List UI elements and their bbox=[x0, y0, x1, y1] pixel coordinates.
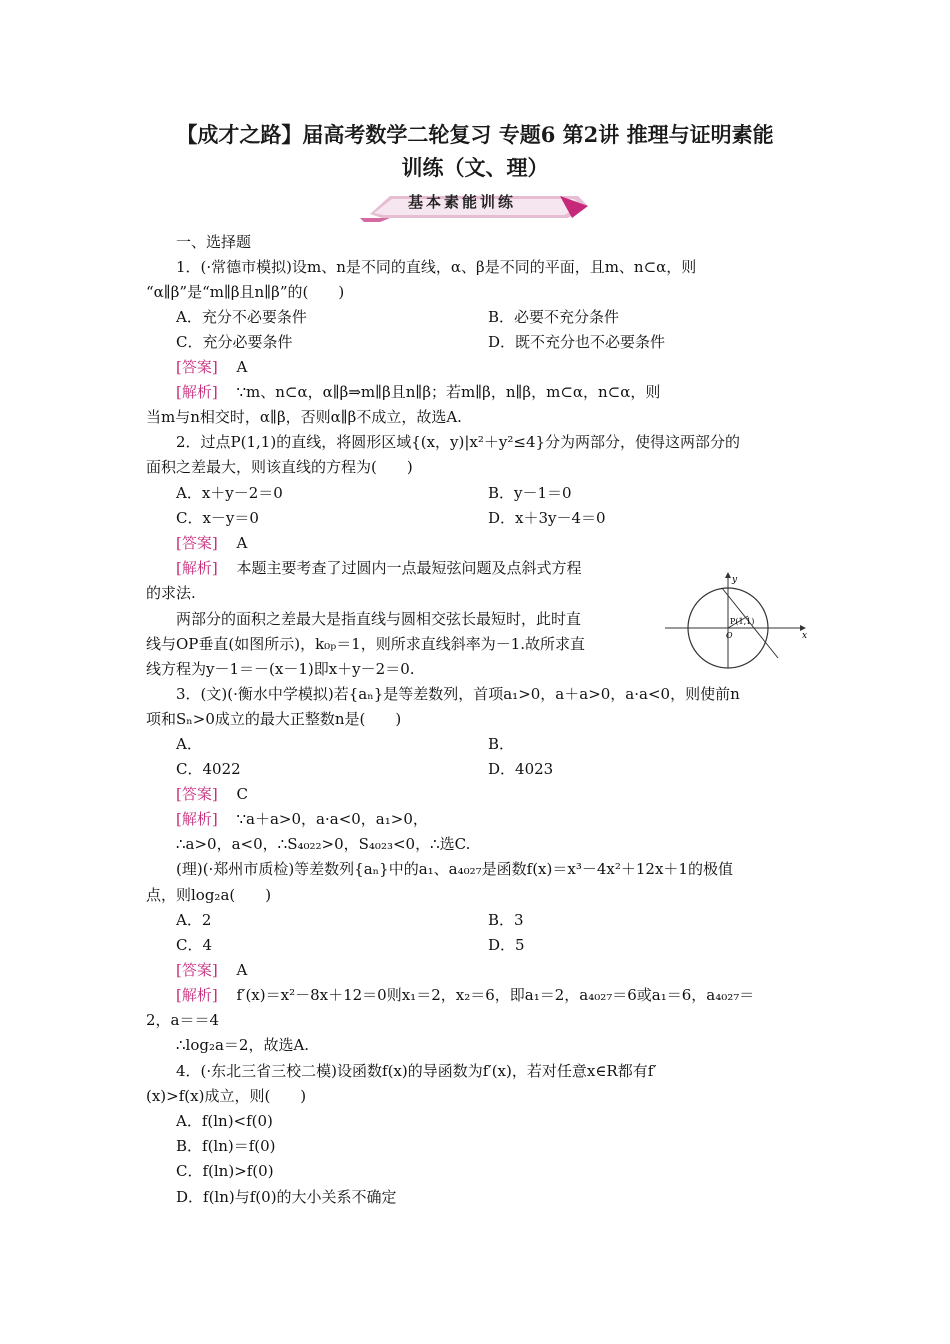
q4-option-a: A．f(ln)<f(0) bbox=[176, 1112, 273, 1130]
document-title bbox=[120, 118, 830, 184]
analysis-text: f′(x)＝x²－8x＋12＝0则x₁＝2，x₂＝6，即a₁＝2，a₄₀₂₇＝6或a₁＝6，a₄₀₂₇＝ bbox=[236, 986, 755, 1004]
answer-value: A bbox=[236, 961, 248, 979]
q2-analysis-line4: 线与OP垂直(如图所示)，k₀ₚ＝1，则所求直线斜率为－1.故所求直 bbox=[146, 635, 586, 653]
q3-li-stem-line2: 点，则log₂a( ) bbox=[146, 886, 272, 904]
q2-option-d: D．x＋3y－4＝0 bbox=[488, 509, 606, 527]
q3-option-b: B． bbox=[488, 735, 515, 753]
q2-analysis-line2: 的求法. bbox=[146, 584, 196, 602]
q1-analysis-line2: 当m与n相交时，α∥β，否则α∥β不成立，故选A. bbox=[146, 408, 462, 426]
analysis-text: 本题主要考查了过圆内一点最短弦问题及点斜式方程 bbox=[236, 559, 582, 577]
title-line-1: 【成才之路】届高考数学二轮复习 专题6 第2讲 推理与证明素能 bbox=[176, 122, 774, 147]
origin-label: O bbox=[726, 631, 733, 640]
q2-stem-line1: 2．过点P(1,1)的直线，将圆形区域{(x，y)|x²＋y²≤4}分为两部分，使得这两部分的 bbox=[176, 433, 741, 451]
q3-li-analysis-line2: 2，a＝＝4 bbox=[146, 1011, 220, 1029]
answer-value: A bbox=[236, 358, 248, 376]
q3-analysis-line2: ∴a>0，a<0，∴S₄₀₂₂>0，S₄₀₂₃<0，∴选C. bbox=[176, 835, 471, 853]
q3-option-c: C．4022 bbox=[176, 760, 241, 778]
q4-stem-line2: (x)>f(x)成立，则( ) bbox=[146, 1087, 307, 1105]
analysis-tag: [解析] bbox=[176, 559, 218, 577]
point-p-label: P(1,1) bbox=[730, 617, 755, 626]
q3-option-a: A． bbox=[176, 735, 202, 753]
q2-option-b: B．y－1＝0 bbox=[488, 484, 572, 502]
q1-option-b: B．必要不充分条件 bbox=[488, 308, 620, 326]
q1-option-a: A．充分不必要条件 bbox=[176, 308, 307, 326]
q2-option-a: A．x＋y－2＝0 bbox=[176, 484, 283, 502]
q4-option-b: B．f(ln)＝f(0) bbox=[176, 1137, 276, 1155]
circle-diagram bbox=[660, 570, 810, 670]
q1-option-c: C．充分必要条件 bbox=[176, 333, 293, 351]
q1-answer bbox=[176, 357, 247, 377]
q3-option-d: D．4023 bbox=[488, 760, 554, 778]
banner-label: 基本素能训练 bbox=[407, 193, 516, 211]
q3-li-stem-line1: (理)(·郑州市质检)等差数列{aₙ}中的a₁、a₄₀₂₇是函数f(x)＝x³－4x²＋12x＋1的极值 bbox=[176, 860, 733, 878]
analysis-text: ∵a＋a>0，a·a<0，a₁>0， bbox=[236, 810, 428, 828]
answer-tag: [答案] bbox=[176, 961, 218, 979]
q3-li-analysis-line1 bbox=[176, 985, 754, 1005]
q1-analysis-line1 bbox=[176, 382, 660, 402]
q4-option-d: D．f(ln)与f(0)的大小关系不确定 bbox=[176, 1188, 397, 1206]
answer-tag: [答案] bbox=[176, 785, 218, 803]
q3-li-option-b: B．3 bbox=[488, 911, 524, 929]
q3-stem-line2: 项和Sₙ>0成立的最大正整数n是( ) bbox=[146, 710, 402, 728]
section-heading: 一、选择题 bbox=[176, 233, 252, 251]
analysis-tag: [解析] bbox=[176, 986, 218, 1004]
x-axis-label: x bbox=[802, 631, 808, 641]
q3-li-option-d: D．5 bbox=[488, 936, 525, 954]
analysis-text: ∵m、n⊂α，α∥β⇒m∥β且n∥β；若m∥β，n∥β，m⊂α，n⊂α，则 bbox=[236, 383, 661, 401]
y-axis-label: y bbox=[732, 575, 738, 585]
q3-analysis-line1 bbox=[176, 809, 428, 829]
y-axis-arrow bbox=[725, 572, 731, 578]
q4-option-c: C．f(ln)>f(0) bbox=[176, 1162, 274, 1180]
q1-option-d: D．既不充分也不必要条件 bbox=[488, 333, 666, 351]
analysis-tag: [解析] bbox=[176, 383, 218, 401]
q2-stem-line2: 面积之差最大，则该直线的方程为( ) bbox=[146, 458, 413, 476]
q3-li-answer bbox=[176, 960, 247, 980]
q1-stem-line1: 1．(·常德市模拟)设m、n是不同的直线，α、β是不同的平面，且m、n⊂α，则 bbox=[176, 258, 697, 276]
q3-li-analysis-line3: ∴log₂a＝2，故选A. bbox=[176, 1036, 310, 1054]
answer-value: C bbox=[236, 785, 248, 803]
title-line-2: 训练（文、理） bbox=[401, 155, 549, 180]
q1-stem-line2: “α∥β”是“m∥β且n∥β”的( ) bbox=[146, 283, 345, 301]
q3-stem-line1: 3．(文)(·衡水中学模拟)若{aₙ}是等差数列，首项a₁>0，a＋a>0，a·a<0，则使前n bbox=[176, 685, 740, 703]
q2-answer bbox=[176, 533, 247, 553]
answer-value: A bbox=[236, 534, 248, 552]
q2-option-c: C．x－y＝0 bbox=[176, 509, 259, 527]
q3-answer bbox=[176, 784, 248, 804]
q2-analysis-line1 bbox=[176, 558, 582, 578]
answer-tag: [答案] bbox=[176, 534, 218, 552]
q4-stem-line1: 4．(·东北三省三校二模)设函数f(x)的导函数为f′(x)，若对任意x∈R都有f′ bbox=[176, 1062, 657, 1080]
q2-analysis-line5: 线方程为y－1＝－(x－1)即x＋y－2＝0. bbox=[146, 660, 415, 678]
q2-analysis-line3: 两部分的面积之差最大是指直线与圆相交弦长最短时，此时直 bbox=[176, 610, 582, 628]
answer-tag: [答案] bbox=[176, 358, 218, 376]
analysis-tag: [解析] bbox=[176, 810, 218, 828]
q3-li-option-c: C．4 bbox=[176, 936, 213, 954]
q3-li-option-a: A．2 bbox=[176, 911, 212, 929]
